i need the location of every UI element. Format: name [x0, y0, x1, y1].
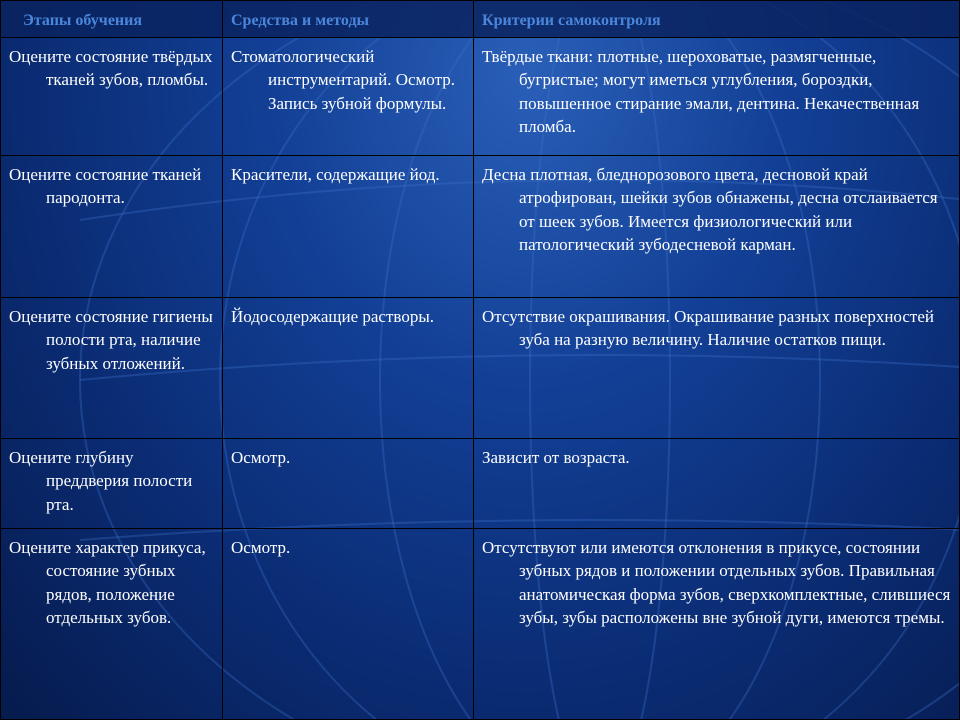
stage-text: Оцените характер прикуса, состояние зубных рядов, положение отдельных зубов. [9, 538, 206, 628]
criteria-text: Отсутствие окрашивания. Окрашивание разных поверхностей зуба на разную величину. Наличие остатков пищи. [482, 307, 934, 350]
header-means [223, 1, 474, 38]
stage-cell [1, 529, 223, 720]
means-text: Осмотр. [231, 538, 291, 557]
criteria-text: Отсутствуют или имеются отклонения в прикусе, состоянии зубных рядов и положении отдельных зубов. Правильная анатомическая форма зубов, сверхкомплектные, слившиеся зубы, зубы расположены вне зубной дуги, имеются тремы. [482, 538, 951, 628]
criteria-cell [474, 439, 960, 529]
stage-cell [1, 298, 223, 439]
criteria-cell [474, 529, 960, 720]
stage-text: Оцените состояние твёрдых тканей зубов, пломбы. [9, 47, 213, 90]
means-text: Йодосодержащие растворы. [231, 307, 434, 326]
means-text: Красители, содержащие йод. [231, 165, 440, 184]
table-row [1, 156, 960, 298]
criteria-text: Десна плотная, бледнорозового цвета, десновой край атрофирован, шейки зубов обнажены, десна отслаивается от шеек зубов. Имеется физиологический или патологический зубодесневой карман. [482, 165, 938, 255]
means-cell [223, 298, 474, 439]
table-header-row [1, 1, 960, 38]
header-stages [1, 1, 223, 38]
means-text: Осмотр. [231, 448, 291, 467]
criteria-cell [474, 38, 960, 156]
criteria-text: Твёрдые ткани: плотные, шероховатые, размягченные, бугристые; могут иметься углубления, бороздки, повышенное стирание эмали, дентина. Некачественная пломба. [482, 47, 920, 137]
stage-cell [1, 439, 223, 529]
stage-cell [1, 156, 223, 298]
header-criteria-text: Критерии самоконтроля [482, 12, 661, 29]
table-row [1, 38, 960, 156]
stage-text: Оцените глубину преддверия полости рта. [9, 448, 193, 514]
header-means-text: Средства и методы [231, 12, 370, 29]
means-text: Стоматологический инструментарий. Осмотр. Запись зубной формулы. [231, 47, 455, 113]
means-cell [223, 38, 474, 156]
means-cell [223, 439, 474, 529]
criteria-cell [474, 156, 960, 298]
table-row [1, 439, 960, 529]
table-row [1, 298, 960, 439]
criteria-text: Зависит от возраста. [482, 448, 630, 467]
stage-text: Оцените состояние гигиены полости рта, наличие зубных отложений. [9, 307, 213, 373]
stage-text: Оцените состояние тканей пародонта. [9, 165, 202, 208]
header-stages-text: Этапы обучения [23, 12, 143, 29]
means-cell [223, 156, 474, 298]
criteria-cell [474, 298, 960, 439]
header-criteria [474, 1, 960, 38]
table-row [1, 529, 960, 720]
stage-cell [1, 38, 223, 156]
means-cell [223, 529, 474, 720]
